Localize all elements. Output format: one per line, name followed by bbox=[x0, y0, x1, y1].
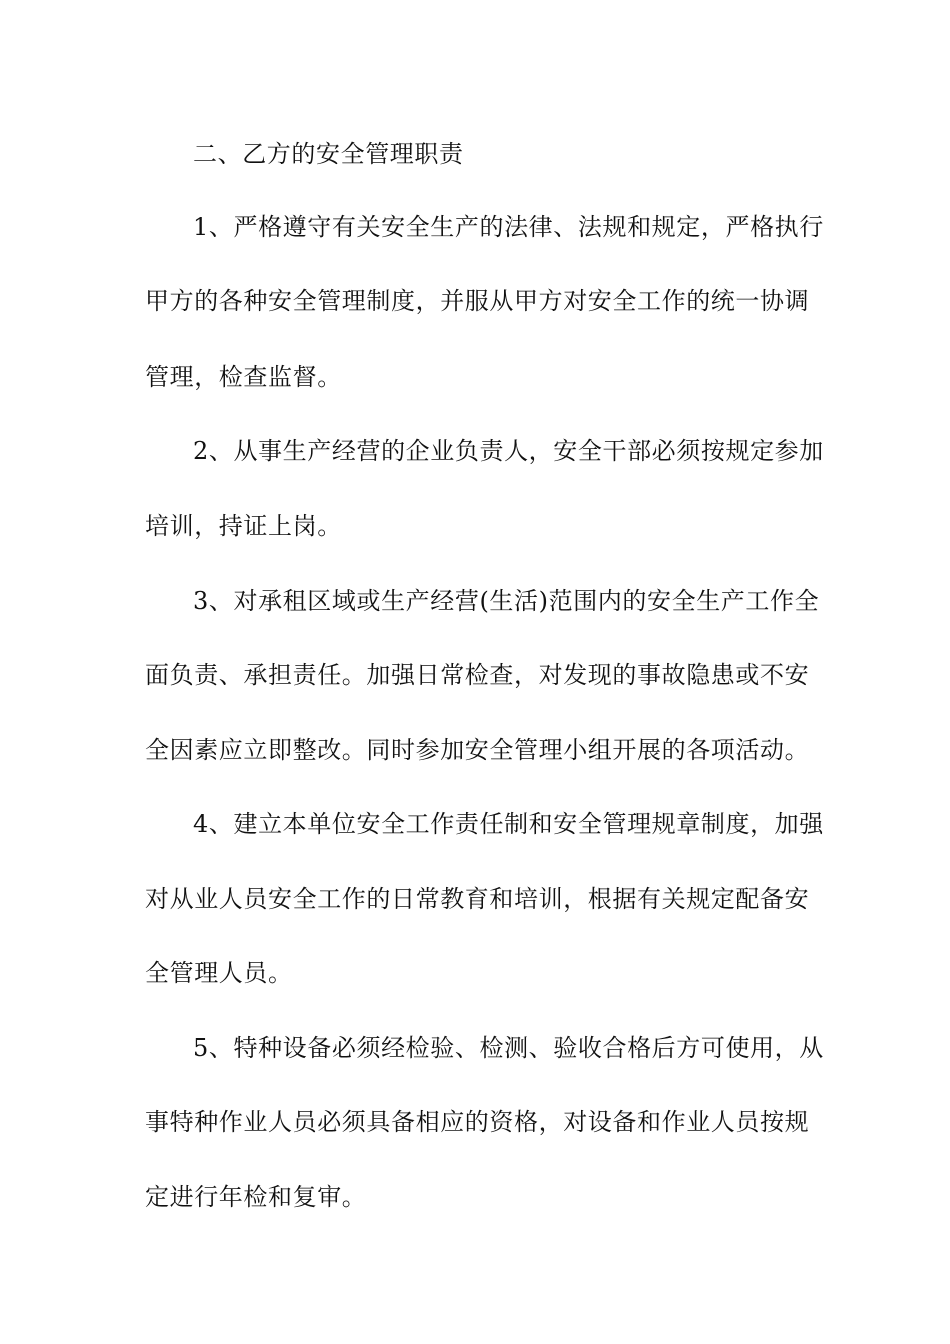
paragraph-2-line-2: 培训，持证上岗。 bbox=[145, 512, 342, 540]
paragraph-3-line-3: 全因素应立即整改。同时参加安全管理小组开展的各项活动。 bbox=[145, 736, 810, 764]
section-heading: 二、乙方的安全管理职责 bbox=[193, 140, 464, 168]
paragraph-1-line-3: 管理，检查监督。 bbox=[145, 363, 342, 391]
paragraph-1-line-2: 甲方的各种安全管理制度，并服从甲方对安全工作的统一协调 bbox=[145, 287, 810, 315]
paragraph-4-line-3: 全管理人员。 bbox=[145, 959, 293, 987]
paragraph-3-line-1: 3、对承租区域或生产经营(生活)范围内的安全生产工作全 bbox=[193, 587, 820, 615]
paragraph-3-line-2: 面负责、承担责任。加强日常检查，对发现的事故隐患或不安 bbox=[145, 661, 810, 689]
paragraph-5-line-3: 定进行年检和复审。 bbox=[145, 1183, 367, 1211]
paragraph-4-line-2: 对从业人员安全工作的日常教育和培训，根据有关规定配备安 bbox=[145, 885, 810, 913]
paragraph-2-line-1: 2、从事生产经营的企业负责人，安全干部必须按规定参加 bbox=[193, 437, 824, 465]
paragraph-4-line-1: 4、建立本单位安全工作责任制和安全管理规章制度，加强 bbox=[193, 810, 824, 838]
paragraph-5-line-1: 5、特种设备必须经检验、检测、验收合格后方可使用，从 bbox=[193, 1034, 824, 1062]
paragraph-5-line-2: 事特种作业人员必须具备相应的资格，对设备和作业人员按规 bbox=[145, 1108, 810, 1136]
paragraph-1-line-1: 1、严格遵守有关安全生产的法律、法规和规定，严格执行 bbox=[193, 213, 824, 241]
